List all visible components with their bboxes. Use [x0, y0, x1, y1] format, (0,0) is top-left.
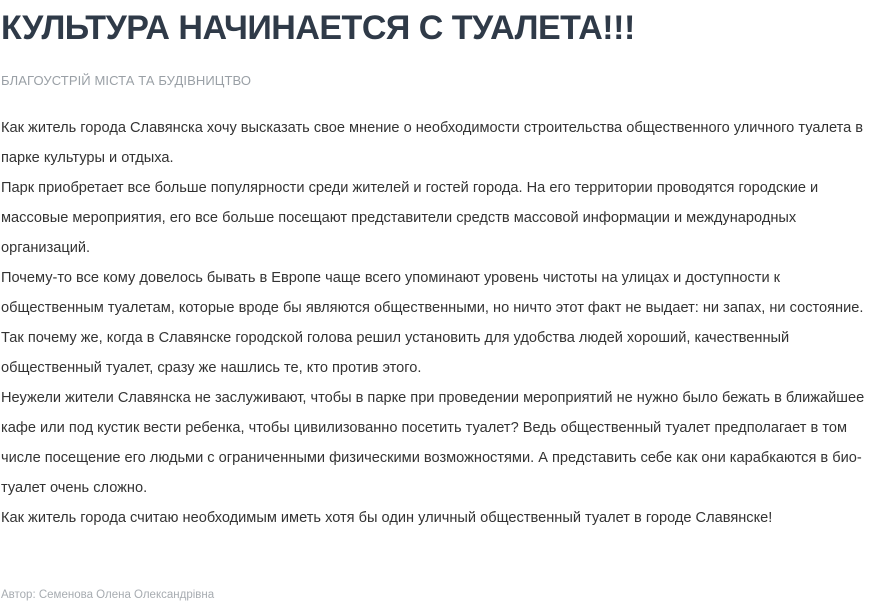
paragraph: Парк приобретает все больше популярности среди жителей и гостей города. На его территории проводятся городские и массовые мероприятия, его все больше посещают представители средств массовой информации и международных организаций. — [1, 180, 819, 256]
paragraph: Как житель города считаю необходимым иметь хотя бы один уличный общественный туалет в городе Славянске! — [1, 510, 773, 526]
paragraph: Как житель города Славянска хочу высказать свое мнение о необходимости строительства общественного уличного туалета в парке культуры и отдыха. — [1, 120, 864, 166]
paragraph: Так почему же, когда в Славянске городской голова решил установить для удобства людей хороший, качественный общественный туалет, сразу же нашлись те, кто против этого. — [1, 330, 790, 376]
paragraph: Почему-то все кому довелось бывать в Европе чаще всего упоминают уровень чистоты на улицах и доступности к общественным туалетам, которые вроде бы являются общественными, но ничто этот факт не выдает: ни запах, ни состояние. — [1, 270, 864, 316]
article-body — [1, 113, 881, 533]
paragraph: Неужели жители Славянска не заслуживают, чтобы в парке при проведении мероприятий не нужно было бежать в ближайшее кафе или под кустик вести ребенка, чтобы цивилизованно посетить туалет? Ведь общественный туалет предполагает в том числе посещение его людьми с ограниченными физическими возможностями. А представить себе как они карабкаются в био-туалет очень сложно. — [1, 390, 865, 496]
page-title: КУЛЬТУРА НАЧИНАЕТСЯ С ТУАЛЕТА!!! — [1, 9, 635, 47]
category-label: БЛАГОУСТРІЙ МІСТА ТА БУДІВНИЦТВО — [1, 73, 252, 88]
author-line: Автор: Семенова Олена Олександрівна — [1, 589, 215, 601]
